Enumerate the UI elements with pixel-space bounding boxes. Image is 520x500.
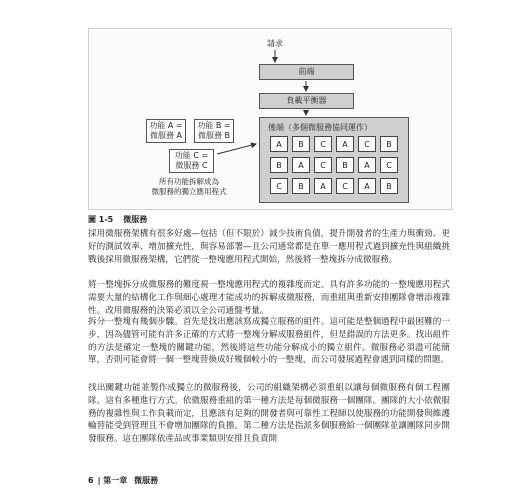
chapter-title: 微服務 — [134, 476, 159, 485]
grid-cell: A — [292, 157, 310, 173]
feature-a-line2: 微服務 A — [149, 131, 182, 140]
grid-cell: B — [292, 136, 310, 152]
paragraph: 將一整塊拆分成微服務的難度視一整塊應用程式的複雜度而定。具有許多功能的一整塊應用程式需要大量的結構化工作與細心處理才能成功的拆解成微服務，而重組與重新安排團隊會增添複雜性。改用微服務的決策必須以全公司通盤考量。 — [88, 280, 450, 316]
feature-c-line2: 微服務 C — [175, 161, 208, 170]
arrow-features-to-backend — [217, 144, 256, 154]
request-label: 請求 — [267, 39, 283, 48]
figure-title: 微服務 — [123, 215, 148, 224]
feature-a-box — [146, 119, 186, 143]
feature-caption — [144, 177, 234, 197]
grid-cell: B — [380, 178, 398, 194]
grid-cell: B — [336, 157, 354, 173]
grid-cell: C — [270, 178, 288, 194]
chapter-label: 第一章 — [103, 476, 128, 485]
grid-cell: B — [292, 178, 310, 194]
paragraph: 找出關鍵功能並製作成獨立的微服務後，公司的組織架構必須重組以讓每個微服務有個工程團隊。這有多種進行方式。依微服務重組的第一種方法是每個微服務一個團隊。團隊的大小依微服務的複雜性與工作負載而定，且應該有足夠的開發者與可靠性工程師以使服務的功能開發與維護輪替能受到管理且不會增加團隊的負擔。第二種方法是指派多個服務給一個團隊並讓團隊同步開發服務。這在團隊依產品或事業類別安排且負責開 — [88, 383, 450, 445]
feature-b-line1: 功能 B = — [197, 121, 231, 130]
grid-cell: A — [358, 178, 376, 194]
backend-title: 後端（多個微服務協同運作） — [268, 123, 372, 132]
feature-c-line1: 功能 C = — [174, 151, 209, 160]
page-number: 6 — [88, 476, 94, 485]
grid-cell: C — [380, 157, 398, 173]
feature-caption-line2: 微服務的獨立應用程式 — [151, 187, 227, 196]
grid-cell: A — [358, 157, 376, 173]
microservice-grid — [270, 136, 398, 194]
grid-cell: A — [270, 136, 288, 152]
grid-cell: C — [314, 157, 332, 173]
grid-cell: A — [314, 178, 332, 194]
figure-diagram — [88, 28, 452, 210]
page-footer: 6 | 第一章 微服務 — [88, 476, 159, 485]
feature-c-box — [169, 149, 214, 173]
feature-b-line2: 微服務 B — [197, 131, 231, 140]
feature-b-box — [194, 119, 234, 143]
grid-cell: C — [336, 178, 354, 194]
grid-cell: B — [270, 157, 288, 173]
feature-caption-line1: 所有功能拆解成為 — [159, 177, 219, 186]
frontend-box: 前端 — [259, 64, 354, 80]
backend-box — [259, 117, 409, 203]
grid-cell: C — [358, 136, 376, 152]
feature-a-line1: 功能 A = — [149, 121, 183, 130]
paragraph: 採用微服務架構有很多好處—包括（但不限於）減少技術負債，提升開發者的生產力與衝勁、更好的測試效率、增加擴充性，與容易部署—且公司通常都是在單一應用程式過到擴充性與組織挑戰後採用微服務架構，它們從一整塊應用程式開始，然後將一整塊拆分成微服務。 — [88, 229, 450, 265]
figure-number: 圖 1-5 — [88, 215, 114, 224]
grid-cell: C — [314, 136, 332, 152]
figure-caption — [88, 214, 157, 225]
grid-cell: A — [336, 136, 354, 152]
load-balancer-box: 負載平衡器 — [259, 93, 354, 109]
grid-cell: B — [380, 136, 398, 152]
paragraph: 拆分一整塊有幾個步驟。首先是找出應該寫成獨立服務的組件。這可能是整個過程中最困難的一步，因為儘管可能有許多正確的方式將一整塊分解成服務組件，但是錯誤的方法更多。找出組件的方法是確定一整塊的關鍵功能，然後將這些功能分解成小的獨立組件。微服務必須盡可能簡單，否則可能會將一個一整塊替換成好幾個較小的一整塊，而公司發展過程會遇到同樣的問題。 — [88, 317, 450, 366]
